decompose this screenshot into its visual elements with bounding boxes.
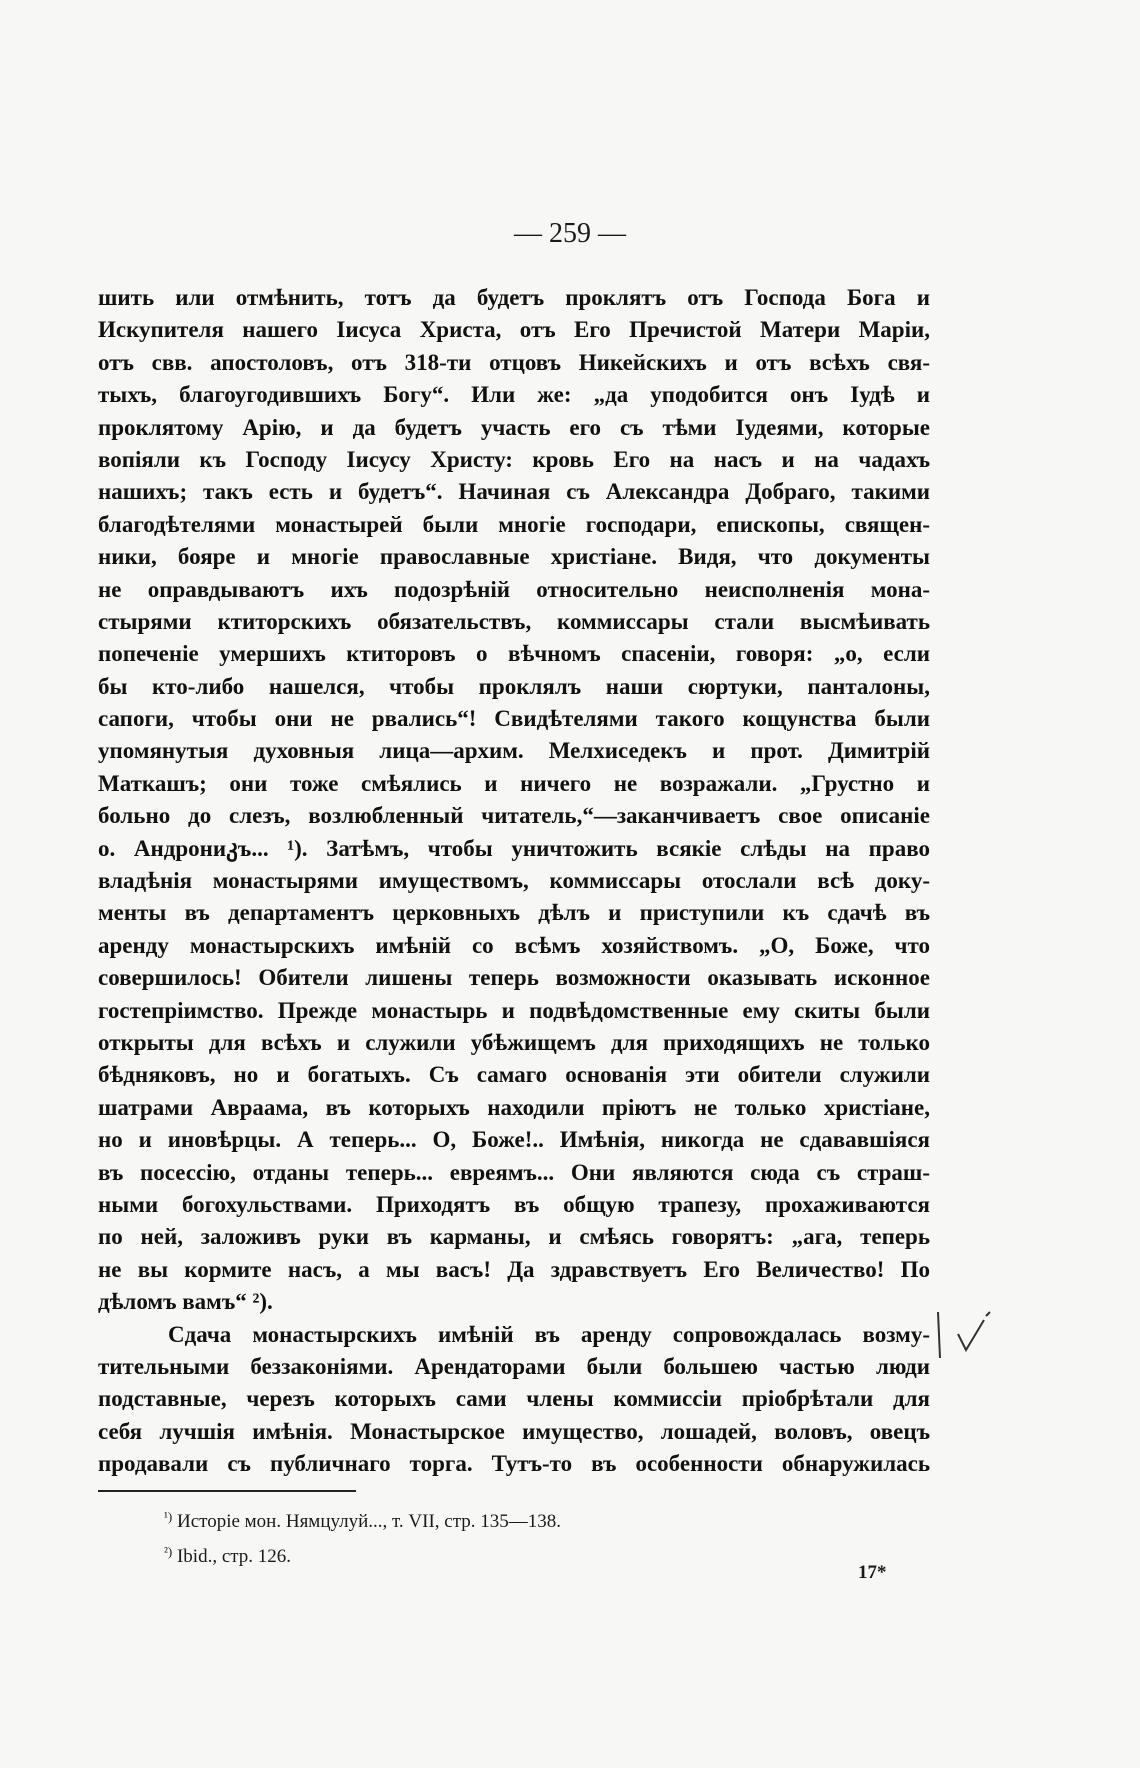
text-line: проклятому Арію, и да будетъ участь его съ тѣми Іудеями, которые [98, 414, 930, 440]
text-line: аренду монастырскихъ имѣній со всѣмъ хозяйствомъ. „О, Боже, что [98, 932, 930, 958]
text-line: дѣломъ вамъ“ ²). [98, 1289, 273, 1315]
footnote [164, 1537, 864, 1572]
text-line: Искупителя нашего Іисуса Христа, отъ Его Пречистой Матери Маріи, [98, 317, 930, 343]
text-line: больно до слезъ, возлюбленный читатель,“—заканчиваетъ свое описаніе [98, 803, 930, 829]
text-line: бѣдняковъ, но и богатыхъ. Съ самаго основанія эти обители служили [98, 1062, 930, 1088]
footnote-divider [98, 1490, 356, 1492]
footnote-mark: ²) [164, 1544, 173, 1559]
text-line: владѣнія монастырями имуществомъ, коммиссары отослали всѣ доку- [98, 868, 930, 894]
text-line: упомянутыя духовныя лица—архим. Мелхиседекъ и прот. Димитрій [98, 738, 930, 764]
text-line: въ посессію, отданы теперь... евреямъ... Они являются сюда съ страш- [98, 1159, 930, 1185]
printer-signature: 17* [858, 1562, 887, 1583]
text-line: стырями ктиторскихъ обязательствъ, коммиссары стали высмѣивать [98, 608, 930, 634]
footnote-text: Ibid., стр. 126. [176, 1546, 292, 1567]
text-line: не оправдываютъ ихъ подозрѣній относительно неисполненія мона- [98, 576, 930, 602]
text-line: ники, бояре и многіе православные христіане. Видя, что документы [98, 544, 930, 570]
text-line: менты въ департаментъ церковныхъ дѣлъ и приступили къ сдачѣ въ [98, 900, 930, 926]
text-line: шатрами Авраама, въ которыхъ находили пріютъ не только христіане, [98, 1094, 930, 1120]
text-line: подставные, черезъ которыхъ сами члены коммиссіи пріобрѣтали для [98, 1386, 930, 1412]
text-line: совершилось! Обители лишены теперь возможности оказывать исконное [98, 965, 930, 991]
footnote-mark: ¹) [164, 1509, 173, 1524]
body-text [98, 282, 930, 1480]
text-line: не вы кормите насъ, а мы васъ! Да здравствуетъ Его Величество! По [98, 1256, 930, 1282]
footnotes [164, 1502, 864, 1572]
text-line: сапоги, чтобы они не рвались“! Свидѣтелями такого кощунства были [98, 706, 930, 732]
text-line: шить или отмѣнить, тотъ да будетъ проклятъ отъ Господа Бога и [98, 285, 930, 310]
footnote [164, 1502, 864, 1537]
text-line: благодѣтелями монастырей были многіе господари, епископы, священ- [98, 511, 930, 537]
text-line: продавали съ публичнаго торга. Тутъ-то въ особенности обнаружилась [98, 1451, 930, 1477]
text-line: гостепріимство. Прежде монастырь и подвѣдомственные ему скиты были [98, 997, 930, 1023]
handwritten-margin-mark-icon [930, 1300, 1000, 1380]
text-line: тительными беззаконіями. Арендаторами были большею частью люди [98, 1353, 930, 1379]
page-number: — 259 — [514, 218, 626, 249]
text-line: себя лучшія имѣнія. Монастырское имущество, лошадей, воловъ, овецъ [98, 1418, 930, 1444]
text-line: вопіяли къ Господу Іисусу Христу: кровь Его на насъ и на чадахъ [98, 446, 930, 472]
text-line: попеченіе умершихъ ктиторовъ о вѣчномъ спасеніи, говоря: „о, если [98, 641, 930, 667]
text-line: о. Андрониკъ... ¹). Затѣмъ, чтобы уничтожить всякіе слѣды на право [98, 835, 930, 861]
text-line: открыты для всѣхъ и служили убѣжищемъ для приходящихъ не только [98, 1029, 930, 1055]
text-line: нашихъ; такъ есть и будетъ“. Начиная съ Александра Добраго, такими [98, 479, 930, 505]
text-line: отъ свв. апостоловъ, отъ 318-ти отцовъ Никейскихъ и отъ всѣхъ свя- [98, 349, 930, 375]
text-line: бы кто-либо нашелся, чтобы проклялъ наши сюртуки, панталоны, [98, 673, 930, 699]
footnote-text: Исторіе мон. Нямцулуй..., т. VII, стр. 135—138. [176, 1511, 562, 1532]
text-line: ными богохульствами. Приходятъ въ общую трапезу, прохаживаются [98, 1191, 930, 1217]
text-line: но и иновѣрцы. А теперь... О, Боже!.. Имѣнія, никогда не сдававшіяся [98, 1127, 930, 1153]
text-line: Сдача монастырскихъ имѣній въ аренду сопровождалась возму- [168, 1321, 930, 1347]
text-line: тыхъ, благоугодившихъ Богу“. Или же: „да уподобится онъ Іудѣ и [98, 382, 930, 408]
text-line: Маткашъ; они тоже смѣялись и ничего не возражали. „Грустно и [98, 770, 930, 796]
text-line: по ней, заложивъ руки въ карманы, и смѣясь говорятъ: „ага, теперь [98, 1224, 930, 1250]
